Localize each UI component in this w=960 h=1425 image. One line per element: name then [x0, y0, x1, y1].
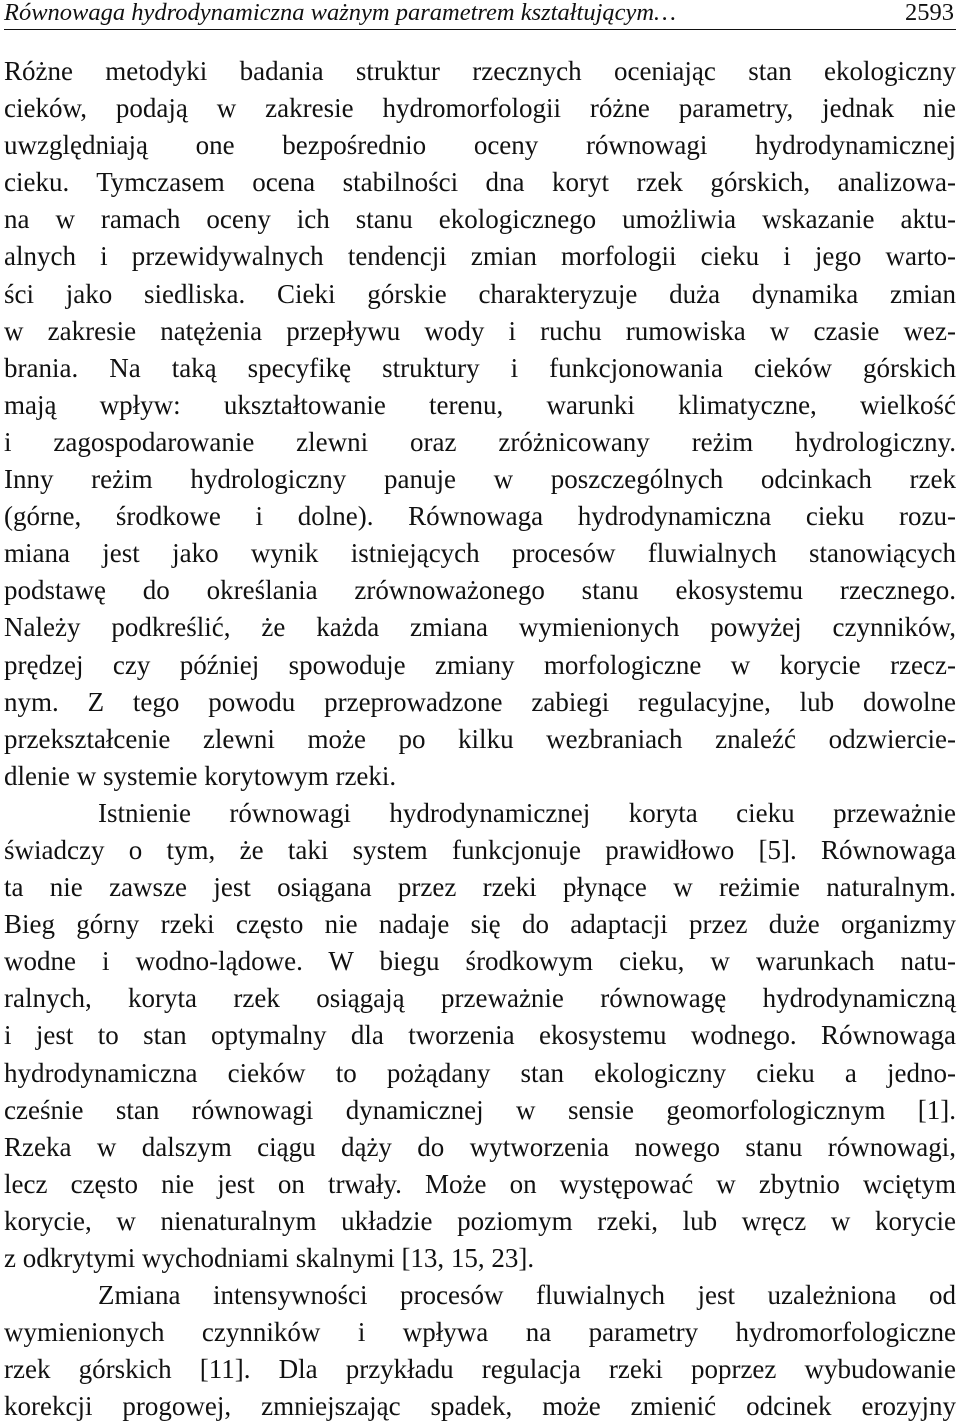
- text-line: korekcji progowej, zmniejszając spadek, może zmienić odcinek erozyjny: [4, 1391, 956, 1422]
- text-line: (górne, środkowe i dolne). Równowaga hydrodynamiczna cieku rozu-: [4, 501, 956, 532]
- text-line: w zakresie natężenia przepływu wody i ruchu rumowiska w czasie wez-: [4, 315, 956, 346]
- text-line: świadczy o tym, że taki system funkcjonuje prawidłowo [5]. Równowaga: [4, 834, 956, 865]
- text-line: cieków, podają w zakresie hydromorfologii różne parametry, jednak nie: [4, 93, 956, 124]
- text-line: korycie, w nienaturalnym układzie poziomym rzeki, lub wręcz w korycie: [4, 1205, 956, 1236]
- text-line: wymienionych czynników i wpływa na parametry hydromorfologiczne: [4, 1317, 956, 1348]
- body-text: [4, 53, 956, 1425]
- text-line: ralnych, koryta rzek osiągają przeważnie równowagę hydrodynamiczną: [4, 983, 956, 1014]
- text-line: podstawę do określania zrównoważonego stanu ekosystemu rzecznego.: [4, 575, 956, 606]
- text-line: Różne metodyki badania struktur rzecznych oceniając stan ekologiczny: [4, 56, 956, 86]
- running-head-title: Równowaga hydrodynamiczna ważnym parametrem kształtującym…: [4, 0, 676, 26]
- text-line: Inny reżim hydrologiczny panuje w poszczególnych odcinkach rzek: [4, 464, 956, 495]
- text-line: lecz często nie jest on trwały. Może on występować w zbytnio wciętym: [4, 1168, 956, 1199]
- paragraph-2: [4, 795, 956, 1277]
- text-line: mają wpływ: ukształtowanie terenu, warunki klimatyczne, wielkość: [4, 389, 956, 420]
- text-line: i jest to stan optymalny dla tworzenia ekosystemu wodnego. Równowaga: [4, 1020, 956, 1051]
- text-line: przekształcenie zlewni może po kilku wezbraniach znaleźć odzwiercie-: [4, 723, 956, 754]
- text-line: wodne i wodno-lądowe. W biegu środkowym cieku, w warunkach natu-: [4, 946, 956, 977]
- text-line: prędzej czy później spowoduje zmiany morfologiczne w korycie rzecz-: [4, 649, 956, 680]
- text-line: ści jako siedliska. Cieki górskie charakteryzuje duża dynamika zmian: [4, 278, 956, 309]
- text-line: i zagospodarowanie zlewni oraz zróżnicowany reżim hydrologiczny.: [4, 426, 956, 457]
- text-line: na w ramach oceny ich stanu ekologicznego umożliwia wskazanie aktu-: [4, 204, 956, 235]
- text-line: nym. Z tego powodu przeprowadzone zabiegi regulacyjne, lub dowolne: [4, 686, 956, 717]
- text-line: cieku. Tymczasem ocena stabilności dna koryt rzek górskich, analizowa-: [4, 167, 956, 198]
- text-line: miana jest jako wynik istniejących procesów fluwialnych stanowiących: [4, 538, 956, 569]
- text-line: Istnienie równowagi hydrodynamicznej koryta cieku przeważnie: [98, 797, 956, 828]
- text-line: Zmiana intensywności procesów fluwialnych jest uzależniona od: [98, 1280, 956, 1311]
- text-line: z odkrytymi wychodniami skalnymi [13, 15, 23].: [4, 1243, 535, 1273]
- text-line: ta nie zawsze jest osiągana przez rzeki płynące w reżimie naturalnym.: [4, 872, 956, 903]
- text-line: alnych i przewidywalnych tendencji zmian morfologii cieku i jego warto-: [4, 241, 956, 272]
- text-line: Bieg górny rzeki często nie nadaje się do adaptacji przez duże organizmy: [4, 909, 956, 940]
- text-line: Należy podkreślić, że każda zmiana wymienionych powyżej czynników,: [4, 612, 956, 643]
- text-line: dlenie w systemie korytowym rzeki.: [4, 760, 397, 791]
- text-line: hydrodynamiczna cieków to pożądany stan ekologiczny cieku a jedno-: [4, 1057, 956, 1088]
- paragraph-3: [4, 1277, 956, 1425]
- running-head: [4, 0, 956, 30]
- text-line: uwzględniają one bezpośrednio oceny równowagi hydrodynamicznej: [4, 130, 956, 161]
- text-line: Rzeka w dalszym ciągu dąży do wytworzenia nowego stanu równowagi,: [4, 1131, 956, 1162]
- text-line: cześnie stan równowagi dynamicznej w sensie geomorfologicznym [1].: [4, 1094, 956, 1125]
- paragraph-1: [4, 53, 956, 795]
- text-line: rzek górskich [11]. Dla przykładu regulacja rzeki poprzez wybudowanie: [4, 1354, 956, 1385]
- page-number: 2593: [905, 0, 954, 26]
- text-line: brania. Na taką specyfikę struktury i funkcjonowania cieków górskich: [4, 352, 956, 383]
